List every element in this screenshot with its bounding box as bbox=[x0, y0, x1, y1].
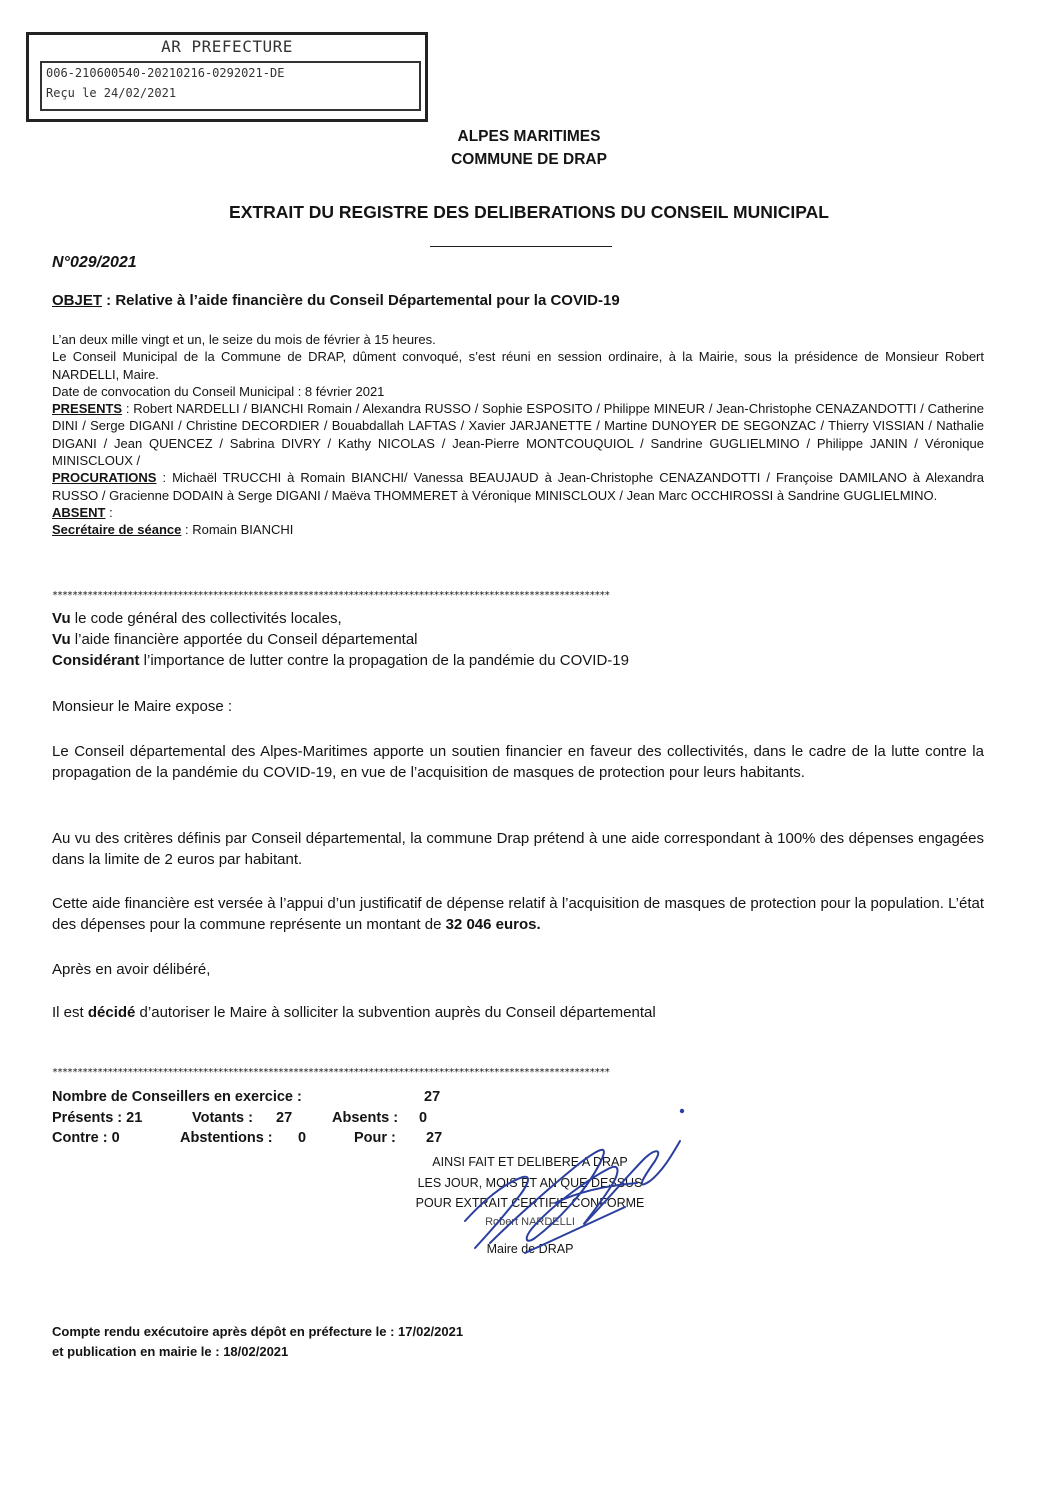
decision-pre: Il est bbox=[52, 1004, 88, 1021]
abstentions-value: 0 bbox=[298, 1130, 307, 1146]
procurations-list bbox=[52, 469, 984, 504]
objet-label: OBJET bbox=[52, 292, 103, 309]
presents-names: : Robert NARDELLI / BIANCHI Romain / Alexandra RUSSO / Sophie ESPOSITO / Philippe MINEUR / Jean-Christophe CENAZANDOTTI / Catherine DINI / Serge DIGANI / Christine DECORDIER / Bouabdallah LAFTAS / Xavier JARJANETTE / Martine DUNOYER DE SEGONZAC / Thierry VISSIAN / Nathalie DIGANI / Jean QUENCEZ / Sabrina DIVRY / Kathy NICOLAS / Jean-Pierre MONTCOUQUIOL / Sandrine GUGLIELMINO / Philippe JANIN / Véronique MINISCLOUX / bbox=[52, 401, 984, 469]
pour-label: Pour : bbox=[354, 1130, 396, 1146]
title-divider bbox=[430, 246, 612, 247]
visa-3 bbox=[52, 650, 984, 671]
separator-bottom: *************************************************************************************************************** bbox=[52, 1067, 610, 1078]
procurations-label: PROCURATIONS bbox=[52, 470, 157, 486]
expose-line: Monsieur le Maire expose : bbox=[52, 698, 233, 715]
signature-line-2: LES JOUR, MOIS ET AN QUE DESSUS bbox=[417, 1175, 643, 1190]
visa-1-keyword: Vu bbox=[52, 610, 71, 627]
contre-count: Contre : 0 bbox=[52, 1130, 120, 1146]
decision-keyword: décidé bbox=[87, 1004, 136, 1021]
body-paragraph-2: Au vu des critères définis par Conseil départemental, la commune Drap prétend à une aide correspondant à 100% des dépenses engagées dans la limite de 2 euros par habitant. bbox=[52, 830, 984, 868]
deliberation-number: N°029/2021 bbox=[52, 254, 137, 271]
secretaire-label: Secrétaire de séance bbox=[52, 522, 182, 538]
signature-ink bbox=[465, 1141, 680, 1253]
exercice-value: 27 bbox=[424, 1089, 441, 1105]
convocation-date: Date de convocation du Conseil Municipal : 8 février 2021 bbox=[52, 383, 385, 399]
absents-label: Absents : bbox=[332, 1109, 399, 1126]
visa-1-text: le code général des collectivités locales, bbox=[70, 610, 342, 627]
visa-2 bbox=[52, 629, 984, 650]
visa-1 bbox=[52, 608, 984, 629]
separator-top: *************************************************************************************************************** bbox=[52, 590, 610, 601]
document-title: EXTRAIT DU REGISTRE DES DELIBERATIONS DU CONSEIL MUNICIPAL bbox=[229, 202, 829, 222]
prefecture-deposit-date: Compte rendu exécutoire après dépôt en préfecture le : 17/02/2021 bbox=[52, 1324, 464, 1339]
session-convocation: Le Conseil Municipal de la Commune de DRAP, dûment convoqué, s’est réuni en session ordinaire, à la Mairie, sous la présidence de Monsieur Robert NARDELLI, Maire. bbox=[52, 349, 984, 382]
stamp-title: AR PREFECTURE bbox=[161, 37, 293, 56]
stamp-received-date: Reçu le 24/02/2021 bbox=[46, 86, 177, 100]
department-heading: ALPES MARITIMES bbox=[457, 128, 601, 145]
visa-2-keyword: Vu bbox=[52, 631, 71, 648]
objet-line bbox=[52, 292, 620, 309]
exercice-label: Nombre de Conseillers en exercice : bbox=[52, 1089, 302, 1105]
absents-value: 0 bbox=[419, 1109, 428, 1126]
abstentions-label: Abstentions : bbox=[180, 1130, 273, 1146]
signatory-title: Maire de DRAP bbox=[486, 1241, 574, 1256]
prefecture-stamp bbox=[26, 32, 428, 122]
signatory-name: Robert NARDELLI bbox=[485, 1215, 575, 1228]
signature-dot bbox=[680, 1109, 684, 1113]
presents-list bbox=[52, 400, 984, 469]
decision-text: d’autoriser le Maire à solliciter la subvention auprès du Conseil départemental bbox=[135, 1004, 656, 1021]
stamp-reference: 006-210600540-20210216-0292021-DE bbox=[46, 66, 285, 80]
commune-heading: COMMUNE DE DRAP bbox=[451, 151, 607, 168]
expense-amount: 32 046 euros. bbox=[445, 915, 541, 933]
absent-label: ABSENT bbox=[52, 504, 106, 520]
votants-label: Votants : bbox=[192, 1109, 253, 1126]
presents-label: PRESENTS bbox=[52, 401, 123, 417]
preamble bbox=[52, 331, 984, 539]
signature-line-1: AINSI FAIT ET DELIBERE A DRAP bbox=[432, 1155, 628, 1169]
absent-text: : bbox=[105, 504, 113, 520]
signature-line-3: POUR EXTRAIT CERTIFIE CONFORME bbox=[415, 1196, 645, 1210]
secretaire-line bbox=[52, 521, 984, 538]
absent-line bbox=[52, 504, 984, 521]
visa-3-text: l’importance de lutter contre la propagation de la pandémie du COVID-19 bbox=[139, 652, 629, 669]
body-paragraph-3 bbox=[52, 894, 984, 935]
visas bbox=[52, 608, 984, 671]
stamp-details bbox=[40, 61, 421, 111]
secretaire-name: : Romain BIANCHI bbox=[181, 522, 294, 538]
visa-3-keyword: Considérant bbox=[52, 652, 140, 669]
pour-value: 27 bbox=[426, 1130, 443, 1146]
handwritten-signature bbox=[405, 1103, 695, 1268]
votants-value: 27 bbox=[276, 1109, 293, 1126]
session-date: L’an deux mille vingt et un, le seize du mois de février à 15 heures. bbox=[52, 332, 436, 347]
presents-count: Présents : 21 bbox=[52, 1109, 143, 1126]
publication-date: et publication en mairie le : 18/02/2021 bbox=[52, 1344, 289, 1359]
footer bbox=[52, 1322, 463, 1362]
visa-2-text: l’aide financière apportée du Conseil départemental bbox=[70, 631, 418, 648]
deliberation-line: Après en avoir délibéré, bbox=[52, 961, 211, 978]
objet-text: : Relative à l’aide financière du Conseil Départemental pour la COVID-19 bbox=[102, 292, 620, 309]
decision-line bbox=[52, 1003, 984, 1024]
body-paragraph-1: Le Conseil départemental des Alpes-Maritimes apporte un soutien financier en faveur des collectivités, dans le cadre de la lutte contre la propagation de la pandémie du COVID-19, en vue de l’acquisition de masques de protection pour leurs habitants. bbox=[52, 743, 984, 781]
body-paragraph-3-text: Cette aide financière est versée à l’appui d’un justificatif de dépense relatif à l’acquisition de masques de protection pour la population. L’état des dépenses pour la commune représente un montant de bbox=[52, 895, 984, 933]
procurations-names: : Michaël TRUCCHI à Romain BIANCHI/ Vanessa BEAUJAUD à Jean-Christophe CENAZANDOTTI / Françoise DAMILANO à Alexandra RUSSO / Gracienne DODAIN à Serge DIGANI / Maëva THOMMERET à Véronique MINISCLOUX / Jean Marc OCCHIROSSI à Sandrine GUGLIELMINO. bbox=[52, 470, 984, 503]
